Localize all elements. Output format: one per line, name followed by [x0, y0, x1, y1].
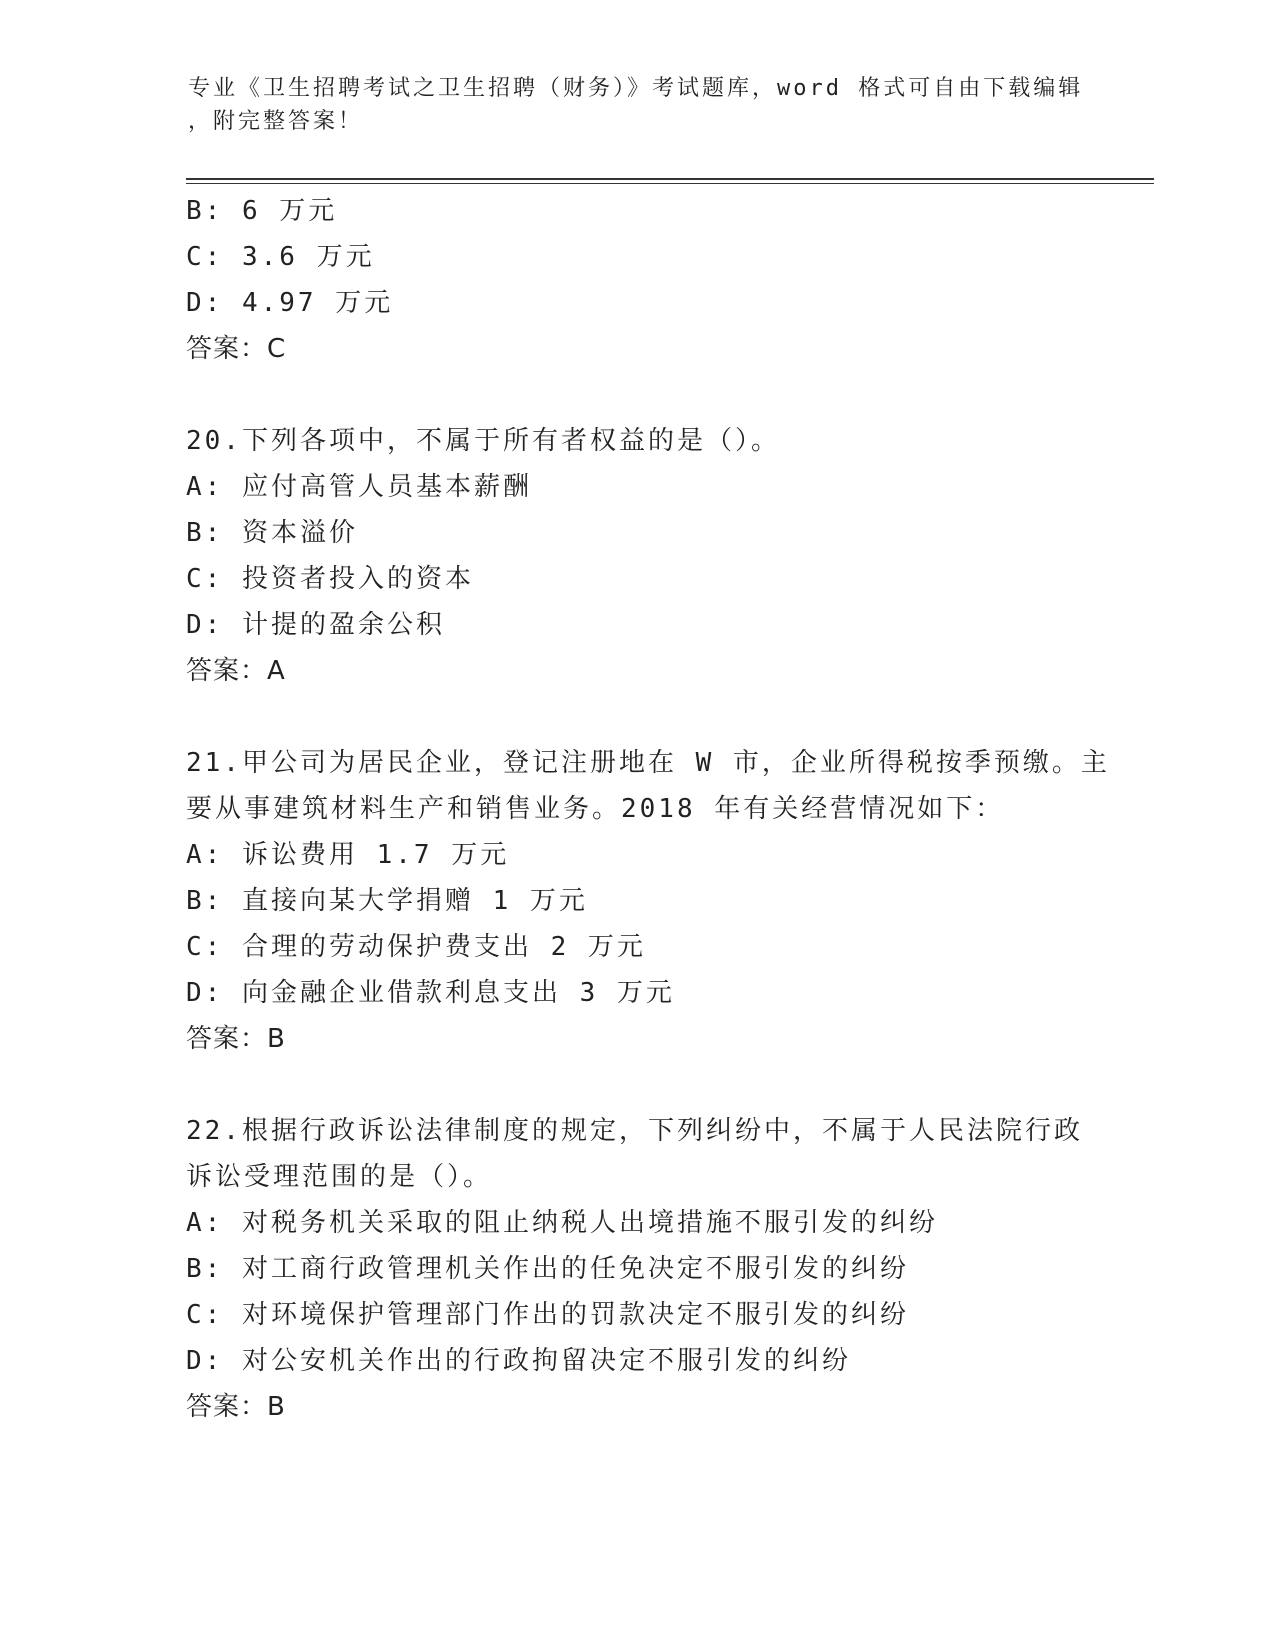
answer: 答案：B: [186, 1392, 286, 1422]
page-header: [188, 72, 1084, 138]
answer: 答案：C: [186, 334, 287, 364]
question-stem: 20.下列各项中，不属于所有者权益的是（）。: [186, 426, 780, 456]
option-d: D: 计提的盈余公积: [186, 610, 445, 640]
option-b: B: 资本溢价: [186, 518, 358, 548]
option-b: B: 6 万元: [186, 196, 338, 226]
option-b: B: 直接向某大学捐赠 1 万元: [186, 886, 588, 916]
option-d: D: 4.97 万元: [186, 288, 394, 318]
question-19-partial: [186, 188, 1086, 372]
question-stem-line-2: 要从事建筑材料生产和销售业务。2018 年有关经营情况如下：: [186, 794, 1005, 824]
question-stem-line-2: 诉讼受理范围的是（）。: [186, 1162, 493, 1192]
option-c: C: 投资者投入的资本: [186, 564, 474, 594]
header-line-1: 专业《卫生招聘考试之卫生招聘（财务）》考试题库，word 格式可自由下载编辑: [188, 76, 1084, 101]
option-a: A: 应付高管人员基本薪酬: [186, 472, 532, 502]
question-stem-line-1: 22.根据行政诉讼法律制度的规定，下列纠纷中，不属于人民法院行政: [186, 1116, 1083, 1146]
spacer: [186, 372, 1086, 418]
option-b: B: 对工商行政管理机关作出的任免决定不服引发的纠纷: [186, 1254, 909, 1284]
answer: 答案：A: [186, 656, 286, 686]
option-d: D: 向金融企业借款利息支出 3 万元: [186, 978, 675, 1008]
option-d: D: 对公安机关作出的行政拘留决定不服引发的纠纷: [186, 1346, 851, 1376]
option-a: A: 诉讼费用 1.7 万元: [186, 840, 510, 870]
option-c: C: 合理的劳动保护费支出 2 万元: [186, 932, 646, 962]
header-divider-thick: [186, 178, 1154, 180]
question-stem-line-1: 21.甲公司为居民企业，登记注册地在 W 市，企业所得税按季预缴。主: [186, 748, 1110, 778]
spacer: [186, 1062, 1086, 1108]
question-21: [186, 740, 1110, 1062]
question-20: [186, 418, 1086, 694]
option-a: A: 对税务机关采取的阻止纳税人出境措施不服引发的纠纷: [186, 1208, 938, 1238]
question-22: [186, 1108, 1086, 1430]
option-c: C: 3.6 万元: [186, 242, 375, 272]
question-list: [186, 188, 1110, 1430]
answer: 答案：B: [186, 1024, 286, 1054]
header-line-2: ，附完整答案！: [188, 109, 364, 134]
spacer: [186, 694, 1086, 740]
header-divider-thin: [186, 183, 1154, 184]
option-c: C: 对环境保护管理部门作出的罚款决定不服引发的纠纷: [186, 1300, 909, 1330]
